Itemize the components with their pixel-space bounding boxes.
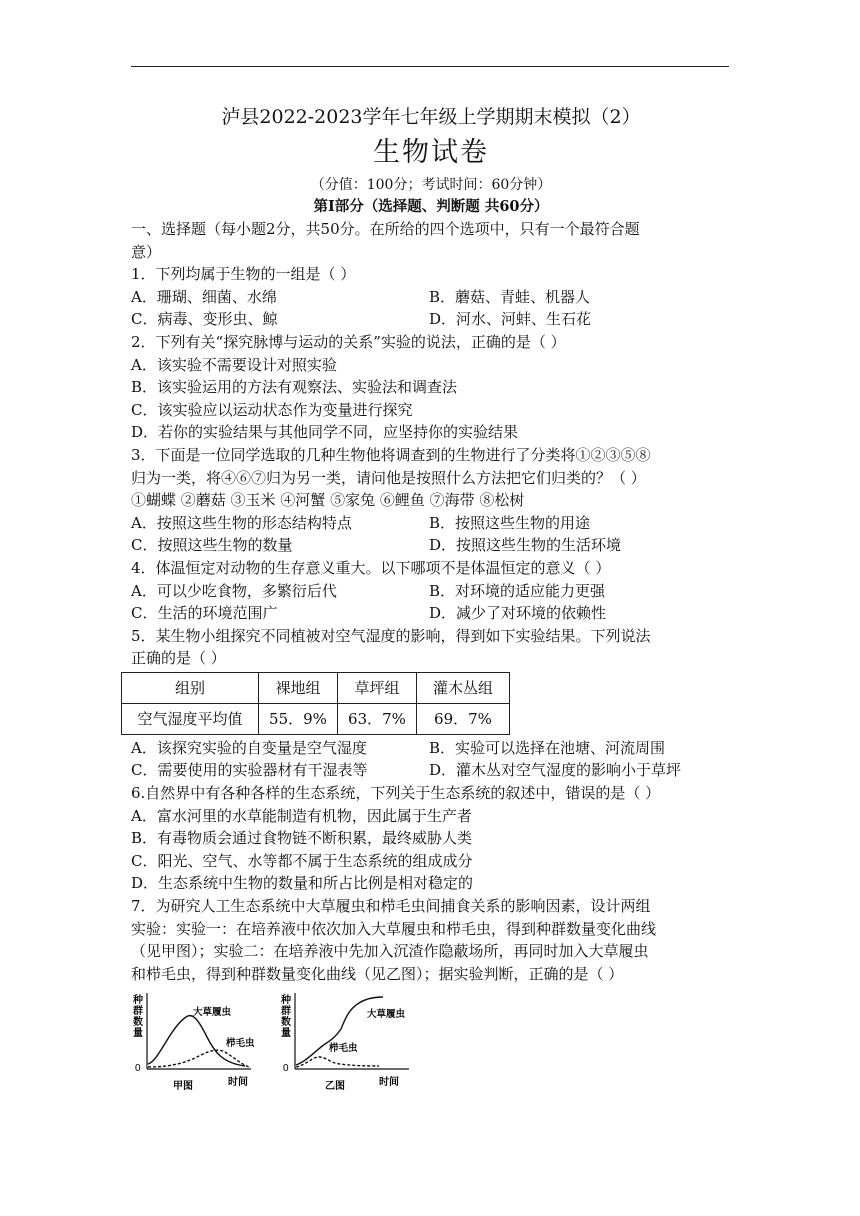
question-7-stem-cont: 实验：实验一：在培养液中依次加入大草履虫和栉毛虫，得到种群数量变化曲线 bbox=[131, 919, 657, 938]
y-axis-label: 群 bbox=[281, 1006, 291, 1018]
option-c: C．病毒、变形虫、鲸 bbox=[131, 310, 278, 329]
option-c: C．生活的环境范围广 bbox=[131, 604, 278, 623]
series-didinium bbox=[296, 1057, 379, 1067]
table-row bbox=[122, 703, 510, 734]
question-3-stem: 3．下面是一位同学选取的几种生物他将调查到的生物进行了分类将①②③⑤⑧ bbox=[131, 445, 651, 464]
exam-title: 泸县2022-2023学年七年级上学期期末模拟（2） bbox=[221, 106, 641, 128]
x-axis-label: 时间 bbox=[228, 1077, 248, 1089]
y-axis-label: 种 bbox=[281, 995, 291, 1007]
question-3-options-cd bbox=[131, 534, 731, 557]
table-cell: 69．7% bbox=[417, 703, 510, 734]
figure-jia bbox=[131, 989, 271, 1101]
exam-page bbox=[131, 102, 731, 1101]
exam-info: （分值：100分；考试时间：60分钟） bbox=[310, 177, 552, 193]
question-1-options-cd bbox=[131, 308, 731, 331]
figure-caption: 乙图 bbox=[325, 1081, 345, 1093]
series-label: 大草履虫 bbox=[367, 1009, 406, 1021]
question-7-stem-cont: （见甲图）；实验二：在培养液中先加入沉渣作隐蔽场所，再同时加入大草履虫 bbox=[131, 942, 649, 961]
question-1-options-ab bbox=[131, 286, 731, 309]
question-3-options-ab bbox=[131, 512, 731, 535]
y-axis-label: 数 bbox=[133, 1017, 143, 1029]
series-paramecium bbox=[296, 997, 383, 1065]
question-3-items: ①蝴蝶 ②蘑菇 ③玉米 ④河蟹 ⑤家兔 ⑥鲤鱼 ⑦海带 ⑧松树 bbox=[131, 491, 525, 510]
question-6-stem: 6.自然界中有各种各样的生态系统，下列关于生态系统的叙述中，错误的是（ ） bbox=[131, 784, 661, 803]
option-a: A．该探究实验的自变量是空气湿度 bbox=[131, 738, 367, 757]
origin-label: 0 bbox=[135, 1063, 141, 1075]
question-5-stem: 5．某生物小组探究不同植被对空气湿度的影响，得到如下实验结果。下列说法 bbox=[131, 626, 651, 645]
question-4-stem: 4．体温恒定对动物的生存意义重大。以下哪项不是体温恒定的意义（ ） bbox=[131, 558, 611, 577]
population-figures bbox=[131, 989, 731, 1101]
option-a: A．珊瑚、细菌、水绵 bbox=[131, 287, 277, 306]
table-cell: 空气湿度平均值 bbox=[122, 703, 259, 734]
part-heading: 第Ⅰ部分（选择题、判断题 共60分） bbox=[313, 198, 549, 215]
question-1-stem: 1．下列均属于生物的一组是（ ） bbox=[131, 265, 356, 284]
option-d: D．减少了对环境的依赖性 bbox=[429, 604, 607, 623]
table-header-cell: 裸地组 bbox=[259, 672, 338, 703]
section-instructions-2: 意） bbox=[131, 242, 162, 261]
exam-subject: 生物试卷 bbox=[373, 137, 489, 168]
option-b: B．有毒物质会通过食物链不断积累，最终威胁人类 bbox=[131, 829, 473, 848]
origin-label: 0 bbox=[283, 1063, 289, 1075]
option-b: B．蘑菇、青蛙、机器人 bbox=[429, 287, 591, 306]
table-header-cell: 组别 bbox=[122, 672, 259, 703]
y-axis-label: 数 bbox=[281, 1017, 291, 1029]
figure-caption: 甲图 bbox=[173, 1081, 193, 1093]
option-a: A．富水河里的水草能制造有机物，因此属于生产者 bbox=[131, 806, 472, 825]
figure-yi bbox=[279, 989, 429, 1101]
option-d: D．按照这些生物的生活环境 bbox=[429, 536, 622, 555]
y-axis-label: 量 bbox=[133, 1028, 143, 1040]
table-cell: 63．7% bbox=[338, 703, 417, 734]
question-7-stem: 7．为研究人工生态系统中大草履虫和栉毛虫间捕食关系的影响因素，设计两组 bbox=[131, 897, 651, 916]
option-b: B．按照这些生物的用途 bbox=[429, 513, 591, 532]
series-label: 大草履虫 bbox=[193, 1007, 232, 1019]
option-d: D．河水、河蚌、生石花 bbox=[429, 310, 592, 329]
question-3-stem-cont: 归为一类，将④⑥⑦归为另一类，请问他是按照什么方法把它们归类的？（ ） bbox=[131, 468, 646, 487]
y-axis-label: 量 bbox=[281, 1028, 291, 1040]
question-5-stem-cont: 正确的是（ ） bbox=[131, 649, 226, 668]
humidity-table bbox=[121, 672, 510, 735]
option-d: D．灌木丛对空气湿度的影响小于草坪 bbox=[429, 761, 682, 780]
table-cell: 55．9% bbox=[259, 703, 338, 734]
series-label: 栉毛虫 bbox=[226, 1038, 255, 1050]
option-c: C．阳光、空气、水等都不属于生态系统的组成成分 bbox=[131, 851, 473, 870]
table-header-cell: 灌木丛组 bbox=[417, 672, 510, 703]
series-label: 栉毛虫 bbox=[329, 1043, 358, 1055]
option-d: D．生态系统中生物的数量和所占比例是相对稳定的 bbox=[131, 874, 474, 893]
option-b: B．对环境的适应能力更强 bbox=[429, 581, 606, 600]
series-didinium bbox=[148, 1051, 249, 1068]
option-a: A．按照这些生物的形态结构特点 bbox=[131, 513, 352, 532]
question-5-options-ab bbox=[131, 737, 731, 760]
question-4-options-cd bbox=[131, 602, 731, 625]
table-header-cell: 草坪组 bbox=[338, 672, 417, 703]
option-a: A．该实验不需要设计对照实验 bbox=[131, 355, 337, 374]
section-instructions-1: 一、选择题（每小题2分，共50分。在所给的四个选项中，只有一个最符合题 bbox=[131, 220, 640, 238]
table-header-row bbox=[122, 672, 510, 703]
option-d: D．若你的实验结果与其他同学不同，应坚持你的实验结果 bbox=[131, 423, 519, 442]
question-4-options-ab bbox=[131, 580, 731, 603]
header-rule bbox=[131, 66, 729, 67]
question-2-stem: 2．下列有关“探究脉博与运动的关系”实验的说法，正确的是（ ） bbox=[131, 332, 566, 351]
question-7-stem-cont: 和栉毛虫，得到种群数量变化曲线（见乙图）；据实验判断，正确的是（ ） bbox=[131, 964, 624, 983]
option-c: C．需要使用的实验器材有干湿表等 bbox=[131, 761, 368, 780]
option-b: B．实验可以选择在池塘、河流周围 bbox=[429, 738, 666, 757]
x-axis-label: 时间 bbox=[379, 1077, 399, 1089]
option-c: C．该实验应以运动状态作为变量进行探究 bbox=[131, 400, 413, 419]
y-axis-label: 群 bbox=[133, 1006, 143, 1018]
y-axis-label: 种 bbox=[133, 995, 143, 1007]
option-c: C．按照这些生物的数量 bbox=[131, 536, 293, 555]
question-5-options-cd bbox=[131, 759, 731, 782]
option-a: A．可以少吃食物，多繁衍后代 bbox=[131, 581, 337, 600]
option-b: B．该实验运用的方法有观察法、实验法和调查法 bbox=[131, 378, 458, 397]
